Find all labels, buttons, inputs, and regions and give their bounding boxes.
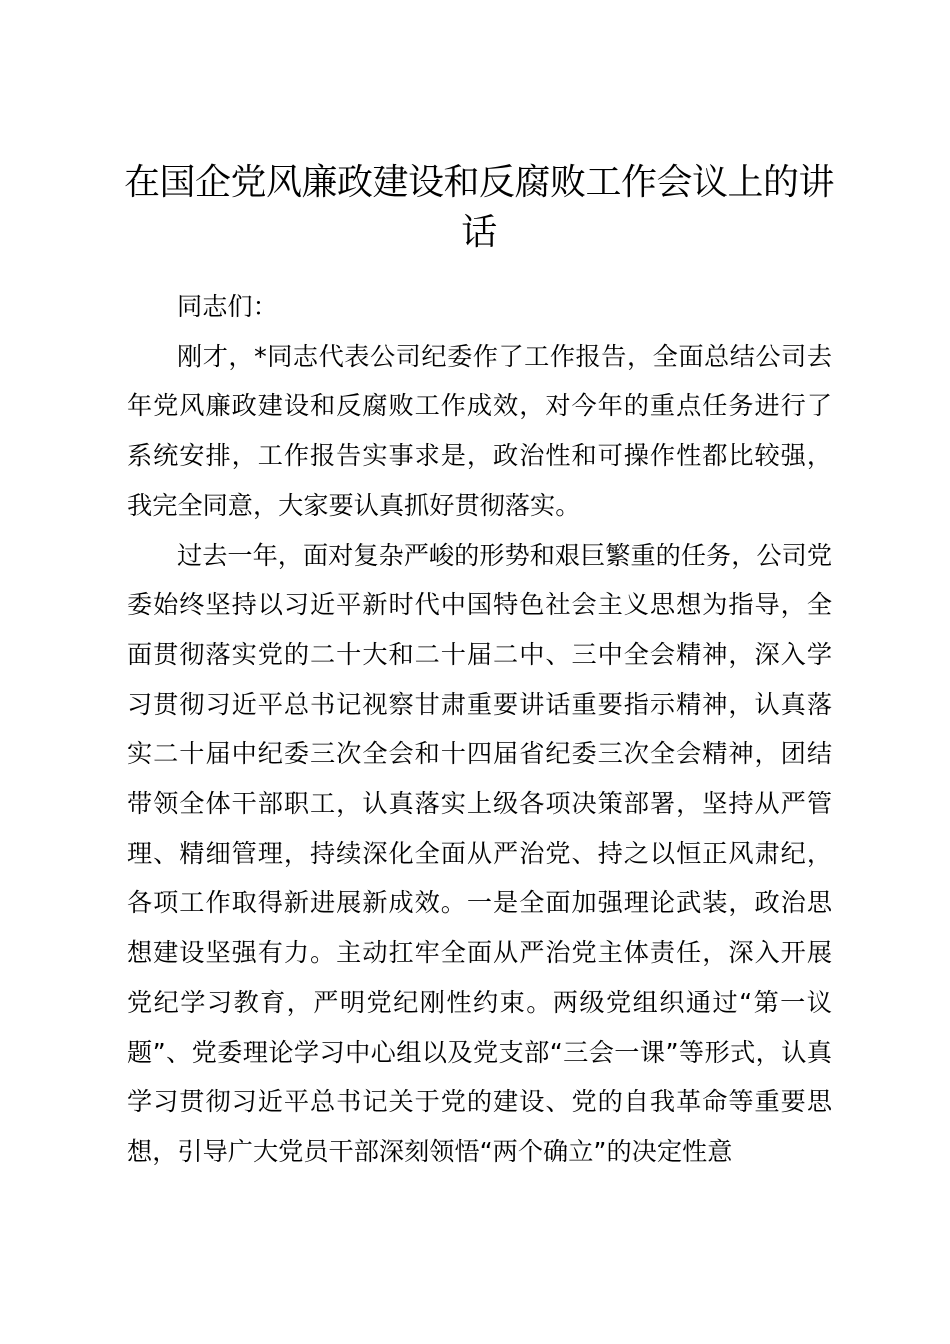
salutation: 同志们： [177, 292, 278, 321]
document-title: 在国企党风廉政建设和反腐败工作会议上的讲话 [123, 162, 834, 253]
paragraph-1: 刚才，*同志代表公司纪委作了工作报告，全面总结公司去年党风廉政建设和反腐败工作成效，对今年的重点任务进行了系统安排，工作报告实事求是，政治性和可操作性都比较强，我完全同意，大家要认真抓好贯彻落实。 [127, 341, 832, 520]
document-body [127, 282, 832, 1177]
paragraph-2: 过去一年，面对复杂严峻的形势和艰巨繁重的任务，公司党委始终坚持以习近平新时代中国特色社会主义思想为指导，全面贯彻落实党的二十大和二十届二中、三中全会精神，深入学习贯彻习近平总书记视察甘肃重要讲话重要指示精神，认真落实二十届中纪委三次全会和十四届省纪委三次全会精神，团结带领全体干部职工，认真落实上级各项决策部署，坚持从严管理、精细管理，持续深化全面从严治党、持之以恒正风肃纪，各项工作取得新进展新成效。一是全面加强理论武装，政治思想建设坚强有力。主动扛牢全面从严治党主体责任，深入开展党纪学习教育，严明党纪刚性约束。两级党组织通过“第一议题”、党委理论学习中心组以及党支部“三会一课”等形式，认真学习贯彻习近平总书记关于党的建设、党的自我革命等重要思想，引导广大党员干部深刻领悟“两个确立”的决定性意 [127, 540, 832, 1166]
